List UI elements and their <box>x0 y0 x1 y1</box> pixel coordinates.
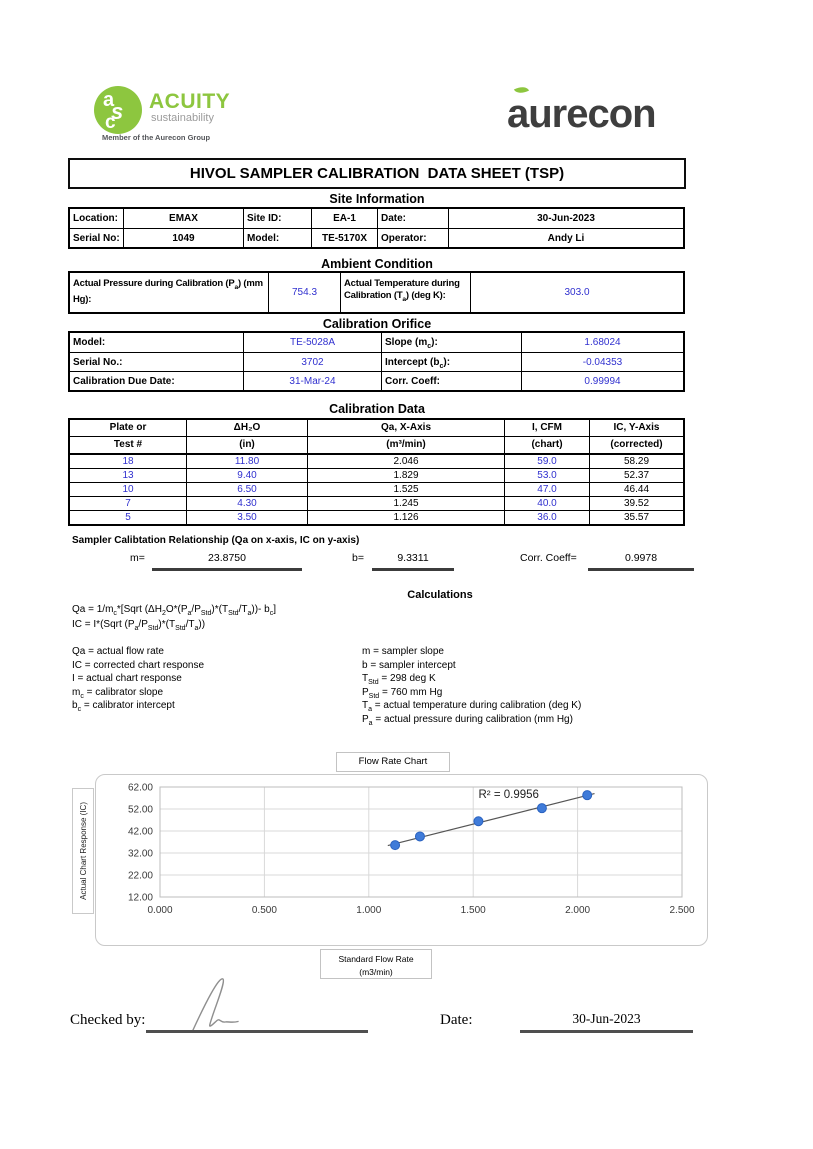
site-label: Location: <box>73 213 118 224</box>
cal-header-cell: (chart) <box>504 436 589 453</box>
svg-text:2.000: 2.000 <box>565 905 591 916</box>
date-label: Date: <box>440 1012 473 1028</box>
cal-cell: 5 <box>70 510 186 524</box>
orifice-table <box>68 331 685 392</box>
svg-text:22.00: 22.00 <box>127 870 153 882</box>
cal-header-cell: Test # <box>70 436 186 453</box>
logo-letter: c <box>105 112 116 133</box>
site-info-table <box>68 207 685 249</box>
acuity-logo-icon <box>94 86 142 134</box>
site-value: 30-Jun-2023 <box>448 209 683 228</box>
date-line <box>520 1030 693 1033</box>
section-heading-site-information: Site Information <box>329 192 425 206</box>
cal-cell: 10 <box>70 482 186 496</box>
cal-header-cell: ΔH₂O <box>186 420 307 436</box>
svg-text:52.00: 52.00 <box>127 804 153 816</box>
temperature-label: Actual Temperature during Calibration $(T_a)$ (deg K): <box>340 273 470 312</box>
b-value: 9.3311 <box>397 552 429 564</box>
b-underline <box>372 568 454 571</box>
cal-header-cell: IC, Y-Axis <box>589 420 683 436</box>
svg-text:32.00: 32.00 <box>127 848 153 860</box>
definition: IC = corrected chart response <box>72 659 205 671</box>
temperature-value: 303.0 <box>470 273 683 312</box>
cal-header-cell: Plate or <box>109 422 147 433</box>
svg-text:0.000: 0.000 <box>147 905 173 916</box>
cal-cell: 36.0 <box>504 510 589 524</box>
cal-cell: 6.50 <box>186 482 307 496</box>
orifice-value: -0.04353 <box>521 352 683 371</box>
orifice-label: Serial No.: <box>70 352 243 371</box>
acuity-tagline: sustainability <box>151 112 214 124</box>
svg-text:2.500: 2.500 <box>669 905 695 916</box>
corr-coeff-label: Corr. Coeff= <box>520 552 577 564</box>
chart-title: Flow Rate Chart <box>336 752 450 772</box>
svg-text:1.500: 1.500 <box>460 905 486 916</box>
corr-coeff-underline <box>588 568 694 571</box>
ambient-table <box>68 271 685 314</box>
logo-letter: s <box>111 99 124 124</box>
definition: $b_c$ = calibrator intercept <box>72 700 175 713</box>
cal-cell: 52.37 <box>589 468 683 482</box>
orifice-value: 0.99994 <box>521 371 683 390</box>
definition: $m_c$ = calibrator slope <box>72 686 164 700</box>
cal-cell: 13 <box>70 468 186 482</box>
orifice-value: 1.68024 <box>521 333 683 352</box>
pressure-label: Actual Pressure during Calibration $(P_a)$ (mm Hg): <box>73 278 263 305</box>
corr-coeff-value: 0.9978 <box>624 552 658 564</box>
aurecon-logo <box>507 92 656 137</box>
cal-cell: 39.52 <box>589 496 683 510</box>
orifice-label: Calibration Due Date: <box>70 371 243 390</box>
cal-cell: 11.80 <box>186 453 307 468</box>
svg-text:12.00: 12.00 <box>127 892 153 904</box>
definition: $T_{Std} = 298$ deg K <box>362 673 436 686</box>
site-label: Site ID: <box>243 209 311 228</box>
relationship-heading: Sampler Calibtation Relationship (Qa on x-axis, IC on y-axis) <box>72 535 360 546</box>
cal-cell: 9.40 <box>186 468 307 482</box>
definition: $P_{Std} = 760$ mm Hg <box>362 686 443 700</box>
section-heading-calculations: Calculations <box>407 589 473 601</box>
orifice-value: TE-5028A <box>243 333 381 352</box>
chart-canvas <box>96 775 705 941</box>
cal-cell: 58.29 <box>589 453 683 468</box>
definition: Qa = actual flow rate <box>72 646 164 657</box>
cal-header-cell: (corrected) <box>589 436 683 453</box>
orifice-value: 3702 <box>243 352 381 371</box>
cal-header-cell: Qa, X-Axis <box>307 420 504 436</box>
acuity-wordmark: ACUITY <box>149 90 231 113</box>
definition: I = actual chart response <box>72 673 182 684</box>
cal-cell: 35.57 <box>589 510 683 524</box>
y-axis-label-text: Actual Chart Response (IC) <box>78 802 88 900</box>
pressure-value: 754.3 <box>268 273 340 312</box>
site-label: Serial No: <box>70 228 123 247</box>
m-label: m= <box>130 552 145 564</box>
svg-text:1.000: 1.000 <box>356 905 382 916</box>
site-label: Operator: <box>377 228 448 247</box>
formula-qa: $Qa = 1/m_c*[Sqrt$ $(\Delta H_2O*(P_a/P_{Std})*(T_{Std}/T_a))-$ $b_c$] <box>72 604 276 617</box>
site-value: Andy Li <box>448 228 683 247</box>
orifice-label: Slope $(m_c)$: <box>381 333 521 352</box>
site-value: TE-5170X <box>311 228 377 247</box>
orifice-label: Corr. Coeff: <box>381 371 521 390</box>
x-axis-label-text: Standard Flow Rate <box>338 954 414 964</box>
cal-cell: 1.829 <box>307 468 504 482</box>
formula-ic: IC = I*(Sqrt $(P_a/P_{Std})*(T_{Std}/T_a)$) <box>72 619 206 632</box>
cal-header-cell: (m³/min) <box>307 436 504 453</box>
cal-cell: 47.0 <box>504 482 589 496</box>
section-heading-ambient-condition: Ambient Condition <box>321 257 433 271</box>
cal-cell: 3.50 <box>186 510 307 524</box>
aurecon-wordmark: aurecon <box>507 92 656 136</box>
signature <box>175 972 295 1032</box>
flow-rate-chart <box>95 774 708 946</box>
cal-cell: 1.525 <box>307 482 504 496</box>
orifice-label: Model: <box>73 337 106 348</box>
cal-cell: 1.126 <box>307 510 504 524</box>
cal-cell: 40.0 <box>504 496 589 510</box>
definitions-right <box>362 645 581 726</box>
x-axis-label <box>320 949 432 979</box>
section-heading-calibration-orifice: Calibration Orifice <box>322 317 432 331</box>
cal-cell: 4.30 <box>186 496 307 510</box>
cal-cell: 53.0 <box>504 468 589 482</box>
acuity-member-text: Member of the Aurecon Group <box>102 133 211 142</box>
checked-by-label: Checked by: <box>70 1012 146 1028</box>
m-underline <box>152 568 302 571</box>
cal-cell: 46.44 <box>589 482 683 496</box>
signature-line <box>146 1030 368 1033</box>
logo-letter: a <box>103 89 115 111</box>
cal-cell: 1.245 <box>307 496 504 510</box>
cal-cell: 59.0 <box>504 453 589 468</box>
section-heading-calibration-data: Calibration Data <box>329 402 425 416</box>
definitions-left <box>72 645 204 713</box>
x-axis-label-unit: (m3/min) <box>359 967 393 977</box>
cal-cell: 18 <box>70 453 186 468</box>
definition: m = sampler slope <box>362 646 444 657</box>
calibration-data-table <box>68 418 685 526</box>
definition: $P_a$ = actual pressure during calibration (mm Hg) <box>362 713 573 727</box>
orifice-label: Intercept $(b_c)$: <box>381 352 521 371</box>
svg-text:42.00: 42.00 <box>127 826 153 838</box>
page-title: HIVOL SAMPLER CALIBRATION DATA SHEET (TSP) <box>68 158 686 189</box>
site-value: EMAX <box>123 209 243 228</box>
date-value: 30-Jun-2023 <box>572 1011 641 1026</box>
m-value: 23.8750 <box>208 552 246 564</box>
y-axis-label <box>72 788 94 914</box>
cal-cell: 2.046 <box>307 453 504 468</box>
site-value: 1049 <box>123 228 243 247</box>
svg-text:R² = 0.9956: R² = 0.9956 <box>478 789 539 801</box>
site-label: Date: <box>377 209 448 228</box>
svg-text:0.500: 0.500 <box>251 905 277 916</box>
cal-header-cell: (in) <box>186 436 307 453</box>
definition: $T_a$ = actual temperature during calibration (deg K) <box>362 700 582 713</box>
site-label: Model: <box>243 228 311 247</box>
cal-header-cell: I, CFM <box>504 420 589 436</box>
orifice-value: 31-Mar-24 <box>243 371 381 390</box>
cal-cell: 7 <box>70 496 186 510</box>
site-value: EA-1 <box>311 209 377 228</box>
definition: b = sampler intercept <box>362 659 456 671</box>
b-label: b= <box>352 552 364 564</box>
svg-text:62.00: 62.00 <box>127 782 153 794</box>
